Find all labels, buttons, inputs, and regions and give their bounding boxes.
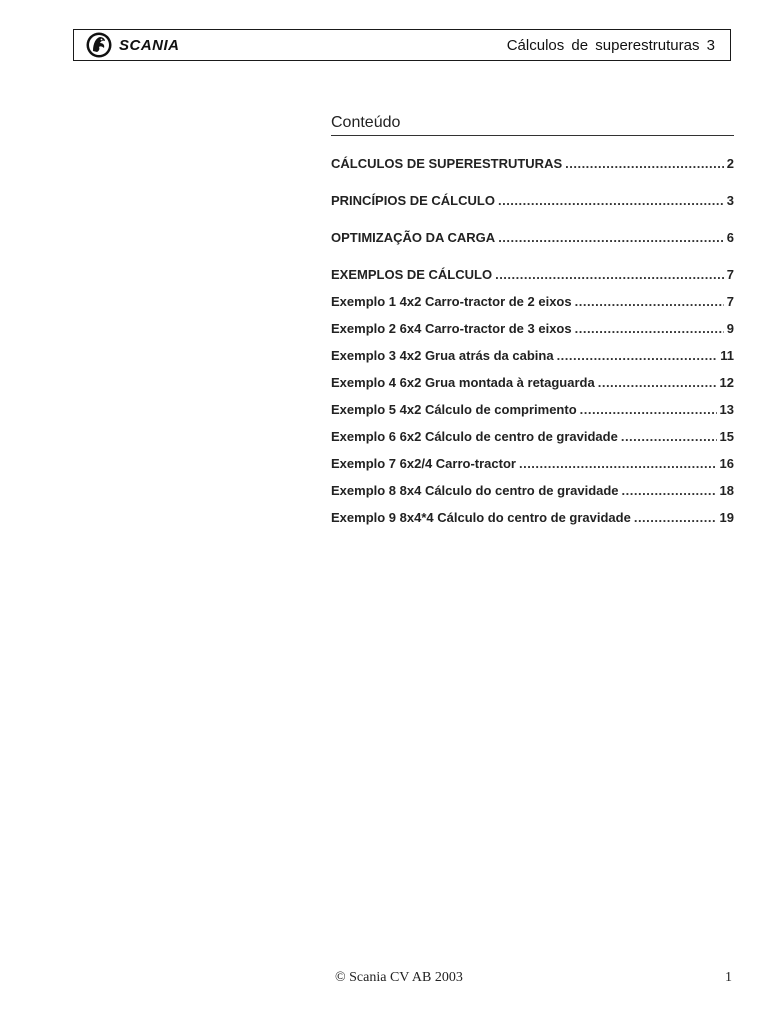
toc-entry-page: 13 — [719, 402, 734, 417]
toc-entry-page: 15 — [719, 429, 734, 444]
page-number: 1 — [725, 970, 732, 985]
toc-entry[interactable] — [331, 429, 734, 456]
toc-entry[interactable] — [331, 267, 734, 294]
toc-entry-page: 6 — [726, 230, 734, 245]
toc-entry-label: Exemplo 4 6x2 Grua montada à retaguarda — [331, 375, 595, 390]
toc-entry-page: 7 — [726, 267, 734, 282]
toc-leader-dots — [575, 294, 724, 309]
toc-entry-label: Exemplo 7 6x2/4 Carro-tractor — [331, 456, 516, 471]
toc-entry[interactable] — [331, 156, 734, 183]
toc-entry[interactable] — [331, 483, 734, 510]
scania-logo — [84, 31, 180, 59]
toc-entry-page: 12 — [719, 375, 734, 390]
toc-entry[interactable] — [331, 321, 734, 348]
table-of-contents — [331, 114, 734, 537]
page-header — [73, 29, 731, 61]
toc-entry-page: 18 — [719, 483, 734, 498]
toc-entry[interactable] — [331, 375, 734, 402]
toc-list — [331, 156, 734, 537]
toc-entry[interactable] — [331, 402, 734, 429]
toc-entry-label: PRINCÍPIOS DE CÁLCULO — [331, 193, 495, 208]
copyright-notice: © Scania CV AB 2003 — [335, 970, 463, 985]
toc-leader-dots — [498, 230, 724, 245]
toc-leader-dots — [634, 510, 717, 525]
toc-leader-dots — [519, 456, 717, 471]
toc-entry-page: 16 — [719, 456, 734, 471]
toc-heading: Conteúdo — [331, 114, 734, 136]
toc-entry-page: 11 — [720, 348, 734, 363]
toc-entry-page: 7 — [726, 294, 734, 309]
toc-entry[interactable] — [331, 193, 734, 220]
toc-entry-page: 19 — [719, 510, 734, 525]
toc-entry-label: CÁLCULOS DE SUPERESTRUTURAS — [331, 156, 563, 171]
toc-leader-dots — [565, 156, 724, 171]
toc-entry-page: 9 — [726, 321, 734, 336]
toc-entry-label: Exemplo 3 4x2 Grua atrás da cabina — [331, 348, 554, 363]
toc-entry[interactable] — [331, 510, 734, 537]
toc-entry-label: Exemplo 9 8x4*4 Cálculo do centro de gravidade — [331, 510, 631, 525]
toc-leader-dots — [621, 429, 717, 444]
toc-entry[interactable] — [331, 294, 734, 321]
toc-leader-dots — [575, 321, 724, 336]
toc-entry-label: Exemplo 2 6x4 Carro-tractor de 3 eixos — [331, 321, 572, 336]
toc-entry-label: EXEMPLOS DE CÁLCULO — [331, 267, 493, 282]
toc-leader-dots — [495, 267, 724, 282]
toc-leader-dots — [580, 402, 717, 417]
toc-entry-label: Exemplo 6 6x2 Cálculo de centro de gravidade — [331, 429, 618, 444]
griffin-emblem-icon — [84, 31, 114, 59]
toc-entry-label: OPTIMIZAÇÃO DA CARGA — [331, 230, 496, 245]
toc-leader-dots — [498, 193, 724, 208]
toc-leader-dots — [622, 483, 717, 498]
toc-leader-dots — [598, 375, 717, 390]
toc-entry-label: Exemplo 1 4x2 Carro-tractor de 2 eixos — [331, 294, 572, 309]
brand-wordmark: SCANIA — [119, 36, 180, 54]
toc-entry-page: 3 — [726, 193, 734, 208]
toc-entry[interactable] — [331, 230, 734, 257]
toc-entry-page: 2 — [726, 156, 734, 171]
toc-leader-dots — [557, 348, 718, 363]
toc-entry-label: Exemplo 5 4x2 Cálculo de comprimento — [331, 402, 577, 417]
document-title: Cálculos de superestruturas 3 — [506, 37, 715, 54]
toc-entry[interactable] — [331, 348, 734, 375]
toc-entry-label: Exemplo 8 8x4 Cálculo do centro de gravidade — [331, 483, 619, 498]
toc-entry[interactable] — [331, 456, 734, 483]
